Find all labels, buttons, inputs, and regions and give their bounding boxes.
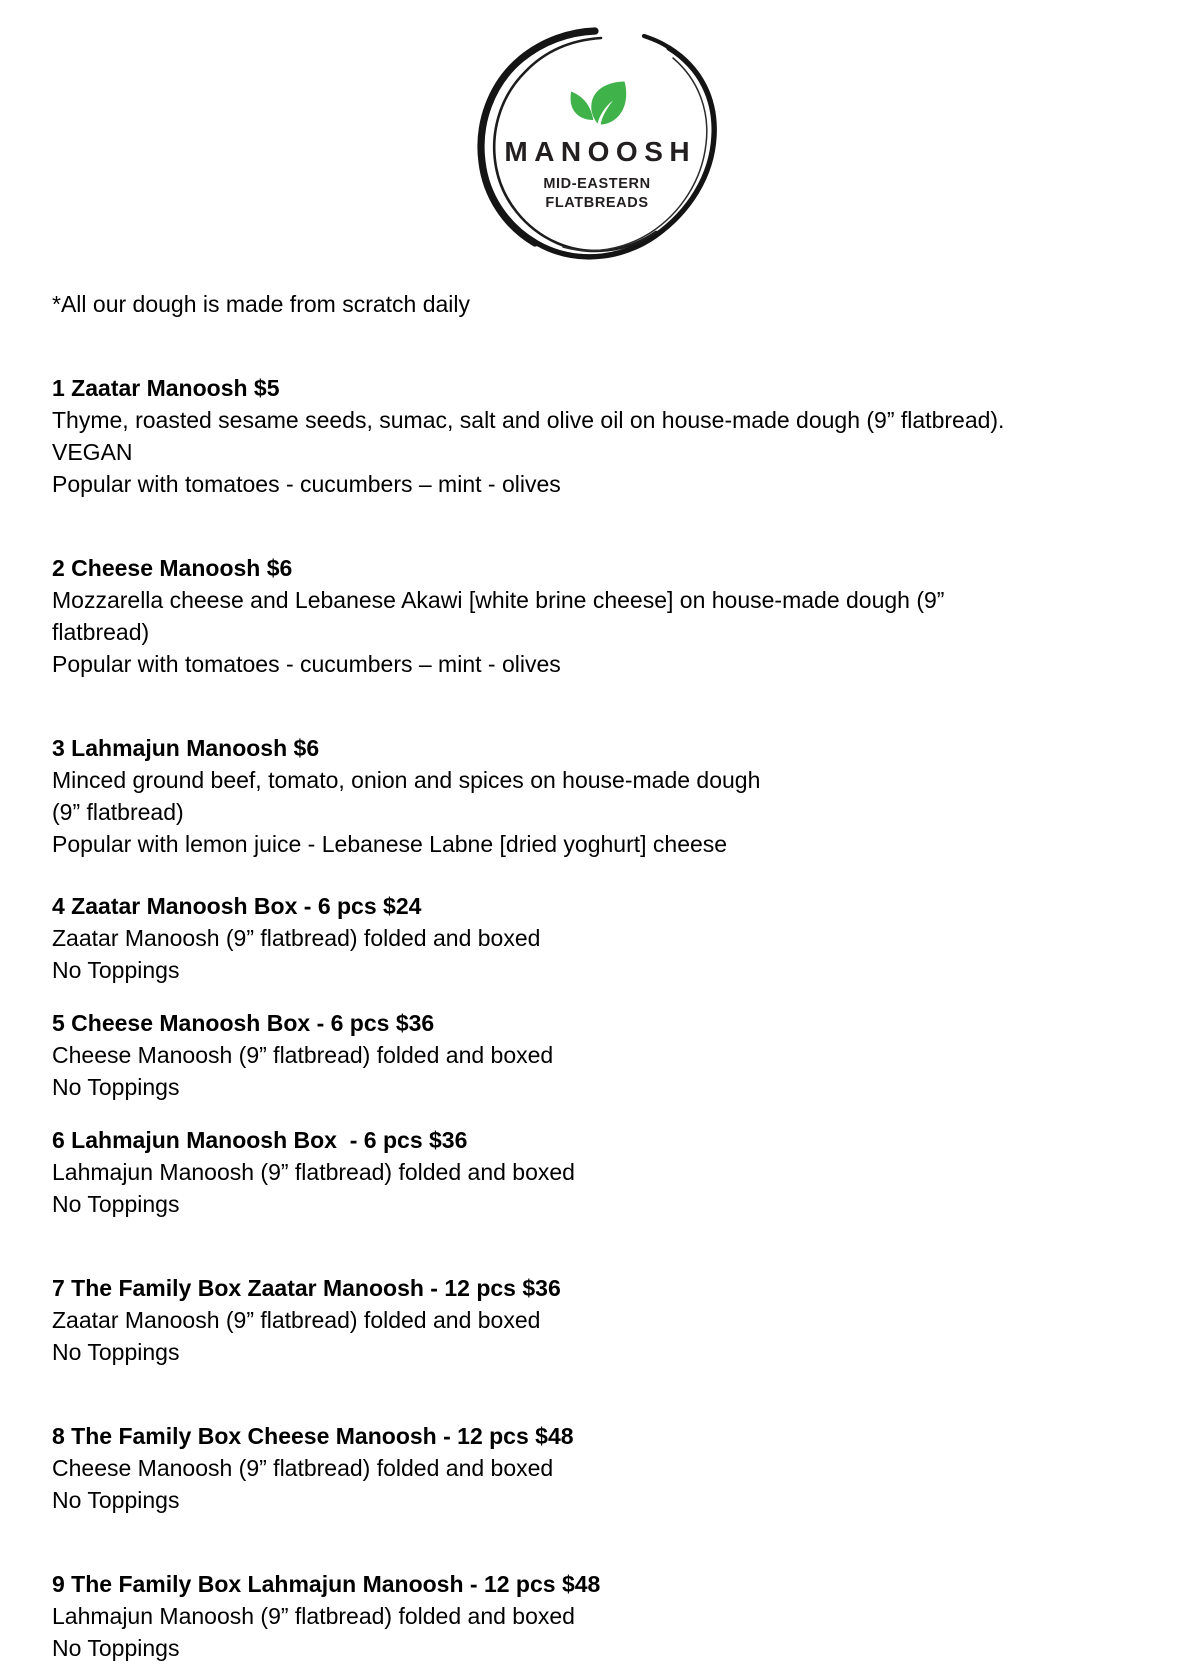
item-spacer	[52, 1516, 1052, 1568]
item-spacer	[52, 860, 1052, 890]
menu-item	[52, 1124, 1052, 1220]
menu-item-title: 7 The Family Box Zaatar Manoosh - 12 pcs $36	[52, 1275, 561, 1301]
menu-item	[52, 732, 1052, 860]
menu-item	[52, 1420, 1052, 1516]
menu-item-description-line: Popular with tomatoes - cucumbers – mint - olives	[52, 471, 561, 497]
item-spacer	[52, 1103, 1052, 1124]
leaf-pair-icon	[566, 80, 628, 126]
menu-item-description-line: No Toppings	[52, 1487, 180, 1513]
menu-item-description-line: (9” flatbread)	[52, 799, 184, 825]
item-spacer	[52, 500, 1052, 552]
item-spacer	[52, 986, 1052, 1007]
logo-header	[0, 0, 1194, 272]
menu-item-description-line: Thyme, roasted sesame seeds, sumac, salt and olive oil on house-made dough (9” flatbread).	[52, 407, 1005, 433]
menu-item-description-line: No Toppings	[52, 1339, 180, 1365]
menu-item-list	[52, 320, 1052, 1664]
menu-item-description-line: Lahmajun Manoosh (9” flatbread) folded and boxed	[52, 1159, 575, 1185]
dough-note: *All our dough is made from scratch daily	[52, 291, 471, 317]
menu-item-description-line: Lahmajun Manoosh (9” flatbread) folded and boxed	[52, 1603, 575, 1629]
menu-item-description-line: Popular with lemon juice - Lebanese Labne [dried yoghurt] cheese	[52, 831, 728, 857]
menu-item	[52, 1568, 1052, 1664]
item-spacer	[52, 1368, 1052, 1420]
logo-wordmark: MANOOSH	[504, 136, 697, 167]
menu-item	[52, 372, 1052, 500]
menu-item	[52, 890, 1052, 986]
menu-item-description-line: No Toppings	[52, 957, 180, 983]
menu-item-description-line: No Toppings	[52, 1074, 180, 1100]
menu-item-description-line: Zaatar Manoosh (9” flatbread) folded and boxed	[52, 925, 541, 951]
menu-item	[52, 1272, 1052, 1368]
menu-item-description-line: Minced ground beef, tomato, onion and spices on house-made dough	[52, 767, 761, 793]
menu-item-description-line: Cheese Manoosh (9” flatbread) folded and boxed	[52, 1042, 554, 1068]
logo-tagline-line1: MID-EASTERN	[543, 176, 651, 192]
menu-item-title: 3 Lahmajun Manoosh $6	[52, 735, 320, 761]
menu-item-title: 5 Cheese Manoosh Box - 6 pcs $36	[52, 1010, 435, 1036]
logo-tagline-line2: FLATBREADS	[545, 194, 649, 211]
menu-item-title: 6 Lahmajun Manoosh Box - 6 pcs $36	[52, 1127, 468, 1153]
item-spacer	[52, 680, 1052, 732]
item-spacer	[52, 320, 1052, 372]
menu-item-description-line: flatbread)	[52, 619, 150, 645]
menu-item-description-line: Zaatar Manoosh (9” flatbread) folded and boxed	[52, 1307, 541, 1333]
menu-item-description-line: No Toppings	[52, 1191, 180, 1217]
brand-logo	[473, 24, 721, 272]
menu-item-description-line: Cheese Manoosh (9” flatbread) folded and boxed	[52, 1455, 554, 1481]
menu-item-description-line: VEGAN	[52, 439, 133, 465]
menu-item-title: 1 Zaatar Manoosh $5	[52, 375, 280, 401]
menu-item-title: 9 The Family Box Lahmajun Manoosh - 12 pcs $48	[52, 1571, 601, 1597]
menu-item-title: 2 Cheese Manoosh $6	[52, 555, 293, 581]
item-spacer	[52, 1220, 1052, 1272]
menu-item	[52, 552, 1052, 680]
menu-item-title: 8 The Family Box Cheese Manoosh - 12 pcs $48	[52, 1423, 574, 1449]
menu-content	[52, 288, 1052, 1664]
menu-item-description-line: Mozzarella cheese and Lebanese Akawi [white brine cheese] on house-made dough (9”	[52, 587, 945, 613]
menu-item	[52, 1007, 1052, 1103]
menu-item-title: 4 Zaatar Manoosh Box - 6 pcs $24	[52, 893, 422, 919]
menu-item-description-line: No Toppings	[52, 1635, 180, 1661]
logo-tagline	[543, 175, 650, 212]
menu-item-description-line: Popular with tomatoes - cucumbers – mint - olives	[52, 651, 561, 677]
